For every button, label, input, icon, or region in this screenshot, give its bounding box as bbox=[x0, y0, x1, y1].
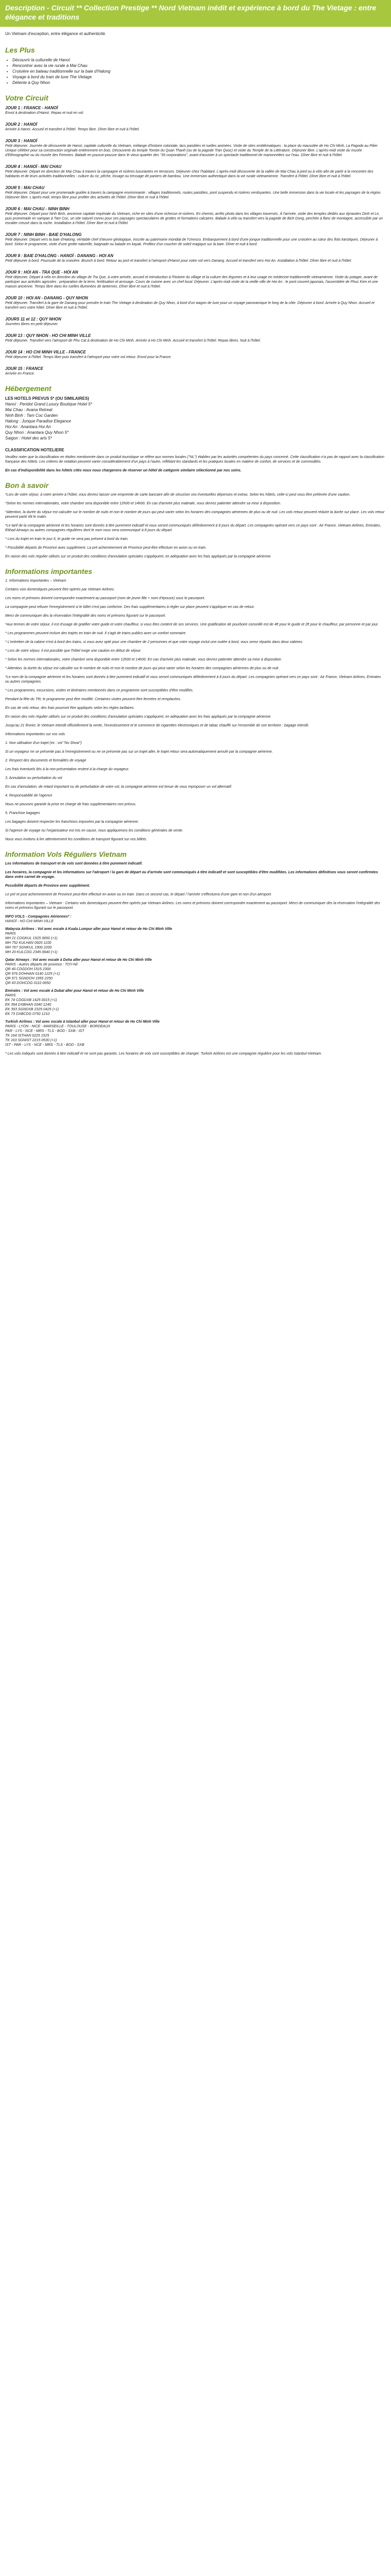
day-text: Journées libres en petit déjeuner. bbox=[5, 323, 59, 326]
section-circuit bbox=[5, 94, 386, 376]
hotel-line: Saigon : Hotel des arts 5* bbox=[5, 436, 52, 440]
day-title: JOURS 11 et 12 : QUY NHON bbox=[5, 317, 61, 321]
info-para: * Lors de votre séjour, il est possible que l'hôtel exige une caution en début de séjour. bbox=[5, 649, 142, 653]
info-para: Certains voix domestiques peuvent être opérés par Vietnam Airlines. bbox=[5, 588, 115, 591]
day-block bbox=[5, 316, 386, 327]
plus-item: • Rencontrer avec la vie rurale à Mai Chau bbox=[12, 63, 386, 69]
day-title: JOUR 13 : QUY NHON - HO CHI MINH VILLE bbox=[5, 333, 91, 338]
day-block bbox=[5, 232, 386, 247]
plus-heading: Les Plus bbox=[5, 46, 35, 54]
classification-note: En cas d'indisponibilité dans les hôtels cités nous nous chargerons de réserver un hôtel de catégorie similaire sélectionné par nos soins. bbox=[5, 469, 241, 472]
day-block bbox=[5, 105, 386, 115]
flight-group bbox=[5, 927, 386, 955]
flight-group-sub: PARIS - Autres départs de province : TOY-Nil bbox=[5, 963, 78, 967]
info-para: Si un voyageur ne se présente pas à l'enregistrement ou ne se présente pas sur un trajet aller, le trajet retour sera automatiquement annulé par la compagnie aérienne. bbox=[5, 750, 273, 754]
section-plus bbox=[5, 46, 386, 86]
section-hebergement bbox=[5, 384, 386, 473]
info-para: 1. Non utilisation d'un trajet (ex : vol "No Show") bbox=[5, 741, 82, 745]
day-text: Petit déjeuner. Journée de découverte de Hanoï, capitale culturelle du Vietnam, mélange d'histoire coloniale, lacs paisibles et ruelles animées. Visite de sites emblématiques : la place du mausolée de Ho Chi Minh, La Pagode au Pilier Unique célèbre pour sa construction originale entièrement en bois. Découverte du temple Tombe du Quan Thanh (ou de la pagode Tran Quoc) et visite du Temple de la Littérature. Déjeuner libre. L'après-midi visite du musée d'Ethnographie ou du musée des Femmes. Balade en pousse-pousse dans le vieux quartier des "36 corporations", avant d'assister à un spectacle traditionnel de marionnettes sur l'eau. Dîner libre et nuit à l'hôtel. bbox=[5, 144, 378, 157]
flight-line: EK 394 DXBHAN 0340 1240 bbox=[5, 1003, 52, 1007]
info-heading: Informations importantes bbox=[5, 567, 92, 575]
flight-line: EK 393 SGNDXB 2325 0425 (+1) bbox=[5, 1008, 59, 1011]
info-para: * Les programmes, excursions, visites et itinéraires mentionnés dans ce programme sont susceptibles d'être modifiés. bbox=[5, 689, 194, 692]
day-block bbox=[5, 295, 386, 310]
flight-group bbox=[5, 989, 386, 1016]
savoir-para: *Le tarif de la compagnie aérienne et les horaires sont donnés à titre purement indicatif et vous seront communiqués définitivement à 8 jours du départ. Les compagnies opérant vers ce pays sont : Air France, Vietnam Airlines, Emirates, Etihad Airways ou autres compagnies régulières dont le nom vous sera communiqué à 8 jours du départ. bbox=[5, 524, 381, 532]
savoir-para: *Selon les normes internationales, votre chambre sera disponible entre 12h00 et 14h00. En cas d'arrivée plus matinale, vous devrez patienter attendre sa mise à disposition. bbox=[5, 502, 281, 505]
info-para: Les frais éventuels liés à la non-présentation restent à la charge du voyageur. bbox=[5, 768, 129, 771]
classification-title: CLASSIFICATION HOTELIERE bbox=[5, 448, 64, 452]
day-title: JOUR 14 : HO CHI MINH VILLE - FRANCE bbox=[5, 350, 86, 354]
flight-group-sub: PARIS bbox=[5, 932, 16, 936]
hotel-line: Hanoï : Peridot Grand Luxury Boutique Hotel 5* bbox=[5, 402, 92, 406]
hotel-line: Quy Nhon : Anantara Quy Nhon 5* bbox=[5, 430, 69, 435]
info-para: Merci de communiquer dès la réservation l'intégralité des noms et prénoms figurant sur le passeport. bbox=[5, 614, 166, 618]
flight-line: QR 43 DOHCDG 0110 0650 bbox=[5, 981, 51, 985]
section-vols bbox=[5, 850, 386, 1056]
day-title: JOUR 4 : HANOÏ - MAI CHAU bbox=[5, 164, 61, 169]
hebergement-heading: Hébergement bbox=[5, 384, 52, 393]
header-banner bbox=[0, 0, 391, 27]
info-para: *Aux termes de votre séjour, il est d'usage de gratifier votre guide et votre chauffeur, si vous êtes content de ses services. Une gratification de pourboire conseillé est de 4€ pour le guide et 2€ pour le chauffeur, par personne et par jour. bbox=[5, 623, 379, 626]
day-block bbox=[5, 269, 386, 289]
day-block bbox=[5, 206, 386, 226]
info-para: 3. Annulation ou perturbation du vol bbox=[5, 776, 62, 780]
info-para: *Le nom de la compagnie aérienne et les horaires sont donnés à titre purement indicatif et vous seront communiqués définitivement à 8 jours du départ. Les compagnies opérant vers ce pays sont : Air France, Vietnam Airlines, Emirates ou autres compagnies. bbox=[5, 675, 381, 684]
flight-line: EK 73 DXBCDG 0750 1210 bbox=[5, 1012, 50, 1016]
info-para: * Attention, la durée du séjour est calculée sur le nombre de nuits et non le nombre de jours qui peut varier selon les horaires des compagnies aériennes de plus ou de nuit. bbox=[5, 667, 280, 670]
flight-line: MH 767 SGNKUL 1900 2200 bbox=[5, 946, 52, 950]
flight-line: TK 163 SGNIST 2215 0530 (+1) bbox=[5, 1039, 57, 1042]
savoir-para: *Attention, la durée du séjour est calculée sur le nombre de nuits et non le nombre de jours qui peut varier selon les horaires des compagnies aériennes de plus ou de nuit. Les vols retour peuvent réduire la durée sur place. Les vols retour peuvent partir tôt le matin. bbox=[5, 511, 385, 519]
flight-line: QR 971 SGNDOH 1955 2250 bbox=[5, 977, 53, 980]
day-title: JOUR 1 : FRANCE - HANOÏ bbox=[5, 106, 58, 110]
flight-group bbox=[5, 1020, 386, 1047]
info-para: * L'entretien de la cabine n'est à bord des trains, si vous avez opté pour une chambre de 2 personnes et que votre voyage inclut une nuitée à bord, vous serez répartis dans deux cabines. bbox=[5, 640, 303, 644]
section-informations bbox=[5, 567, 386, 842]
savoir-para: *Lors de votre séjour, à votre arrivée à l'hôtel, vous devrez laisser une empreinte de carte bancaire afin de sécuriser vos éventuelles dépenses et extras. Selon les hôtels, celle-ci peut vous être prélevée d'une caution. bbox=[5, 493, 351, 497]
page-title: Description - Circuit ** Collection Prestige ** Nord Vietnam inédit et expérience à bord du The Vietage : entre élégance et traditions bbox=[5, 4, 377, 21]
day-title: JOUR 8 : BAIE D'HALONG - HANOÏ - DANANG - HOI AN bbox=[5, 253, 113, 258]
vols-formalites: Informations importantes – Vietnam : Certains vols domestiques peuvent être opérés par Vietnam Airlines. Les noms et prénoms doivent correspondre exactement au passeport. Merci de communiquer dès la réservation l'intégralité des noms et prénoms figurant sur le passeport. bbox=[5, 902, 380, 910]
day-block bbox=[5, 185, 386, 200]
day-title: JOUR 15 : FRANCE bbox=[5, 366, 43, 371]
day-block bbox=[5, 333, 386, 343]
info-para: * Selon les normes internationales, votre chambre sera disponible entre 12h00 et 14h00. En cas d'arrivée plus matinale, vous devrez patienter attendre sa mise à disposition. bbox=[5, 658, 282, 662]
info-para: Jusqu'au 21 février, le Vietnam interdit officiellement la vente, l'investissement et le commerce de cigarettes électroniques et de tabac chauffé sur l'ensemble de son territoire : bagage interdit. bbox=[5, 724, 309, 727]
day-text: Petit déjeuner à l'hôtel. Temps libre puis transfert à l'aéroport pour votre vol retour. Envol pour la France. bbox=[5, 355, 172, 359]
day-title: JOUR 5 : MAI CHAU bbox=[5, 185, 45, 190]
day-text: Arrivée à Hanoï. Accueil et transfert à l'hôtel. Temps libre. Dîner libre et nuit à l'hôtel. bbox=[5, 128, 140, 131]
flight-group bbox=[5, 958, 386, 986]
hotel-line: Ninh Binh : Tam Coc Garden bbox=[5, 413, 58, 418]
flight-line: PAR - LYS - NCE - MRS - TLS - BOD - SXB - IST bbox=[5, 1029, 85, 1033]
flight-line: QR 40 CDGDOH 1515 2300 bbox=[5, 968, 51, 971]
info-para: En cas d'annulation, de retard important ou de perturbation de votre vol, la compagnie aérienne est tenue de vous reproposer un vol alternatif. bbox=[5, 785, 232, 789]
flight-group bbox=[5, 914, 386, 924]
day-title: JOUR 9 : HOI AN - TRA QUE - HOI AN bbox=[5, 270, 78, 275]
day-text: Petit déjeuner. Transfert vers l'aéroport de Phu Cat à destination de Ho Chi Minh. Arrivée à Ho Chi Minh. Accueil et transfert à l'hôtel. Repas libres. Nuit à l'hôtel. bbox=[5, 339, 261, 343]
info-para: En raison des vols régulier utilisés sur ce produit des conditions d'annulation spéciales s'appliquent, en adéquation avec les frais appliqués par la compagnie aérienne. bbox=[5, 715, 272, 719]
info-para: Nous vous invitons à lire attentivement les conditions de transport figurant sur vos billets. bbox=[5, 838, 148, 841]
hotel-line: Mai Chau : Avana Retreat bbox=[5, 408, 53, 412]
info-para: La compagnie peut refuser l'enregistrement si le billet n'est pas conforme. Des frais supplémentaires à régler sur place peuvent s'appliquer en cas de retour. bbox=[5, 605, 255, 609]
flight-group-head: Qatar Airways : Vol avec escale à Doha aller pour Hanoï et retour de Ho Chi Minh Ville bbox=[5, 958, 152, 962]
flight-line: EK 74 CDGDXB 1425 0015 (+1) bbox=[5, 998, 57, 1002]
info-para: Pendant la fête du Têt, le programme peut être modifié. Certaines visites peuvent être fermées et remplacées. bbox=[5, 698, 182, 701]
day-block bbox=[5, 253, 386, 263]
plus-item: • Découvrir la culturelle de Hanoï bbox=[12, 57, 386, 63]
info-para: Nous ne pouvons garantir la prise en charge de frais supplémentaires non prévus. bbox=[5, 803, 137, 806]
circuit-heading: Votre Circuit bbox=[5, 94, 48, 102]
day-block bbox=[5, 366, 386, 376]
hotel-line: Hoi An : Anantara Hoi An bbox=[5, 425, 51, 429]
flight-group-head: Turkish Airlines : Vol avec escale à Istanbul aller pour Hanoï et retour de Ho Chi Minh Ville bbox=[5, 1020, 160, 1024]
flight-line: MH 21 CDGKUL 1525 0650 (+1) bbox=[5, 937, 58, 940]
day-block bbox=[5, 138, 386, 158]
day-block bbox=[5, 122, 386, 132]
info-para: 4. Responsabilité de l'agence bbox=[5, 794, 53, 798]
info-para: Les noms et prénoms doivent correspondre exactement au passeport (nom de jeune fille + nom d'épouse) sous le passeport. bbox=[5, 597, 205, 600]
vols-province-text: Le pré et post acheminement de Province peut-être effectué en avion ou en train. Dans ce second cas, le départ / l'arrivée s'effectuera d'une gare et non d'un aéroport. bbox=[5, 893, 272, 896]
main-content bbox=[5, 31, 386, 1064]
info-para: 1. Informations importantes – Vietnam bbox=[5, 579, 67, 583]
flight-group-head: Emirates : Vol avec escale à Dubaï aller pour Hanoï et retour de Ho Chi Minh Ville bbox=[5, 989, 144, 993]
day-text: Petit déjeuner. Départ pour une promenade guidée à travers la campagne environnante : villages traditionnels, routes paisibles, pont suspendu et rizières verdoyantes. Une belle immersion dans la vie locale et les paysages de la région. Déjeuner libre. L'après-midi, temps libre pour profiter des activités de l'hôtel. Dîner libre et nuit à l'hôtel. bbox=[5, 191, 382, 199]
flight-group-sub: PARIS - LYON - NICE - MARSEILLE - TOULOUSE - BORDEAUX bbox=[5, 1025, 110, 1028]
day-title: JOUR 3 : HANOÏ bbox=[5, 139, 37, 143]
info-para: * Les programmes peuvent inclure des trajets en train de nuit. Il s'agit de trains publics avec un confort sommaire. bbox=[5, 632, 187, 635]
day-text: Petit déjeuner. Départ à vélo en direction du village de Tra Que, à votre arrivée, accueil et introduction à l'histoire du village et la culture des légumes et à leur usage en médecine traditionnelle vietnamienne. Visite du potager, avant de participer aux activités agricoles : préparation de la terre, fertilisation et arrosage. Cours de cuisine avec un chef local. Déjeuner. L'après-midi visite de la vieille ville de Hoi An : le pont couvert japonais, l'assemblée de Phuc Kien et une maison ancienne. Temps libre dans les ruelles illuminées de lanternes. Dîner libre et nuit à l'hôtel. bbox=[5, 276, 378, 289]
flight-group-sub: PARIS bbox=[5, 994, 16, 997]
flight-group-head: Malaysia Airlines : Vol avec escale à Kuala Lumpur aller pour Hanoï et retour de Ho Chi Minh Ville bbox=[5, 927, 172, 931]
day-text: Envol à destination d'Hanoï. Repas et nuit en vol. bbox=[5, 111, 84, 115]
classification-text: Veuillez noter que la classification en étoiles mentionnée dans ce produit touristique se réfère aux normes locales ("NL") établies par les autorités compétentes du pays concerné. Cette classification n'a pas de rapport avec la classification française des hôtels. Les critères de notation peuvent varier considérablement d'un pays à l'autre, reflétant les standards et les pratiques locales en matière de confort, de services et de commodités. bbox=[5, 455, 384, 464]
vols-heading: Information Vols Réguliers Vietnam bbox=[5, 850, 127, 858]
day-title: JOUR 6 : MAI CHAU - NINH BINH bbox=[5, 207, 70, 211]
vols-province-title: Possibilité départs de Province avec supplément. bbox=[5, 884, 90, 888]
section-bon-a-savoir bbox=[5, 481, 386, 559]
day-text: Petit déjeuner. Départ vers la baie d'Halong, véritable chef d'œuvre géologique, inscrite au patrimoine mondial de l'Unesco. Embarquement à bord d'une jonque traditionnelle pour une croisière au cœur des îlots karstiques. Déjeuner à bord. Selon le programme, visite d'une grotte naturelle, baignade ou balade en kayak. Profitez d'un coucher de soleil magique sur la baie. Dîner et nuit à bord. bbox=[5, 238, 378, 246]
info-para: Informations importantes sur vos vols bbox=[5, 733, 65, 736]
day-text: Arrivée en France. bbox=[5, 372, 35, 376]
info-para: Les bagages doivent respecter les franchises imposées par la compagnie aérienne. bbox=[5, 820, 139, 824]
plus-item: • Détente à Quy Nhon bbox=[12, 80, 386, 86]
info-para: En cas de vols retour, des frais pourront être appliqués selon les règles tarifaires. bbox=[5, 706, 135, 710]
savoir-heading: Bon à savoir bbox=[5, 481, 49, 489]
vols-intro-title: Les informations de transport et de vols sont données à titre purement indicatif. bbox=[5, 862, 143, 866]
hotel-line: Halong : Jonque Paradise Elegance bbox=[5, 419, 71, 423]
flight-group-head: INFO VOLS - Compagnies Aériennes* : bbox=[5, 915, 72, 919]
day-title: JOUR 2 : HANOÏ bbox=[5, 122, 37, 127]
info-para: 2. Respect des documents et formalités de voyage bbox=[5, 759, 87, 762]
day-text: Petit déjeuner. Départ en direction de Mai Chau à travers la campagne et rizières luxuriantes en terrasses. Déjeuner chez l'habitant. L'après-midi découverte de la vallée de Mai Chau à pied ou à vélo afin de partir à la rencontre des habitants et de leurs activités traditionnelles : culture du riz, pêche, tissage ou tressage de paniers de bambou. Une immersion authentique dans la vie rurale vietnamienne. Transfert à l'hôtel. Dîner libre et nuit à l'hôtel. bbox=[5, 170, 373, 178]
savoir-para: * Possibilité départs de Province avec supplément. La pré acheminement de Province peut-être effectuer en avion ou en train. bbox=[5, 546, 207, 550]
savoir-para: * Lors du trajet en train le jour 6, le guide ne sera pas présent à bord du train. bbox=[5, 537, 128, 541]
plus-item: • Voyage à bord du train de luxe The Vietage bbox=[12, 74, 386, 80]
day-title: JOUR 10 : HOI AN - DANANG - QUY NHON bbox=[5, 296, 88, 300]
day-block bbox=[5, 164, 386, 179]
hotels-head: LES HOTELS PREVUS 5* (OU SIMILAIRES) bbox=[5, 396, 89, 401]
flight-line: MH 20 KULCDG 2345 0640 (+1) bbox=[5, 951, 58, 954]
intro-text: Un Vietnam d'exception, entre élégance et authenticité. bbox=[5, 31, 106, 36]
day-block bbox=[5, 349, 386, 360]
vols-footer: * Les vols indiqués sont donnés à titre indicatif et ne sont pas garantis. Les horaires de vols sont susceptibles de changer. Turkish Airlines est une compagnie régulière pour les vols Istanbul-Vietnam. bbox=[5, 1052, 322, 1056]
day-title: JOUR 7 : NINH BINH - BAIE D'HALONG bbox=[5, 232, 82, 237]
flight-line: TK 164 ISTHAN 0225 1525 bbox=[5, 1034, 50, 1038]
flight-line: IST - PAR - LYS - NCE - MRS - TLS - BOD - SXB bbox=[5, 1043, 85, 1047]
day-text: Petit déjeuner. Transfert à la gare de Danang pour prendre le train The Vietage à destination de Quy Nhon, à bord d'un wagon de luxe pour un voyage panoramique le long de la côte. Déjeuner à bord. Arrivée à Quy Nhon. Accueil et transfert vers votre hôtel. Dîner libre et nuit à l'hôtel. bbox=[5, 301, 374, 310]
day-text: Petit déjeuner à bord. Poursuite de la croisière. Brunch à bord. Retour au port et transfert à l'aéroport d'Hanoï pour votre vol vers Danang. Accueil et transfert vers Hoi An. Installation à l'hôtel. Dîner libre et nuit à l'hôtel. bbox=[5, 259, 352, 263]
vols-intro-text: Les horaires, la compagnie et les informations sur l'aéroport / la gare de départ ou d'arrivée sont communiqués à titre indicatif et sont susceptibles d'être modifiées. Les informations définitives vous seront confirmées dans votre carnet de voyage. bbox=[5, 871, 378, 879]
savoir-note: En raison des vols régulier utilisés sur ce produit des conditions d'annulation spéciales s'appliquent, en adéquation avec les frais appliqués par la compagnie aérienne. bbox=[5, 555, 272, 558]
flight-line: MH 752 KULHAN 0920 1100 bbox=[5, 941, 52, 945]
flight-group-sub: HANOÏ - HO CHI MINH VILLE bbox=[5, 920, 54, 923]
day-text: Petit déjeuner. Départ pour Ninh Binh, ancienne capitale impériale du Vietnam, riche en sites d'une richesse et rizières. En chemin, arrêts photo dans les villages traversés. À l'arrivée, visite des temples dédiés aux dynasties Dinh et Le, puis promenade en sampan à Tam Coc, un site naturel connu pour ses paysages spectaculaires de grottes et formations calcaires. Balade à vélo ou transfert vers la pagode de Bich Dong, perchée à flanc de montagne, accessible par un escalier creusé dans la roche. Installation à l'hôtel. Dîner libre et nuit à l'hôtel. bbox=[5, 212, 383, 225]
plus-list bbox=[5, 57, 386, 86]
plus-item: • Croisière en bateau traditionnelle sur la baie d'Halong bbox=[12, 69, 386, 74]
info-para: 5. Franchise bagages bbox=[5, 811, 40, 815]
info-para: Si l'agence de voyage ou l'organisateur est mis en cause, nous appliquerons les conditions générales de vente. bbox=[5, 829, 184, 833]
flight-line: QR 976 DOHHAN 0140 1225 (+1) bbox=[5, 972, 60, 976]
